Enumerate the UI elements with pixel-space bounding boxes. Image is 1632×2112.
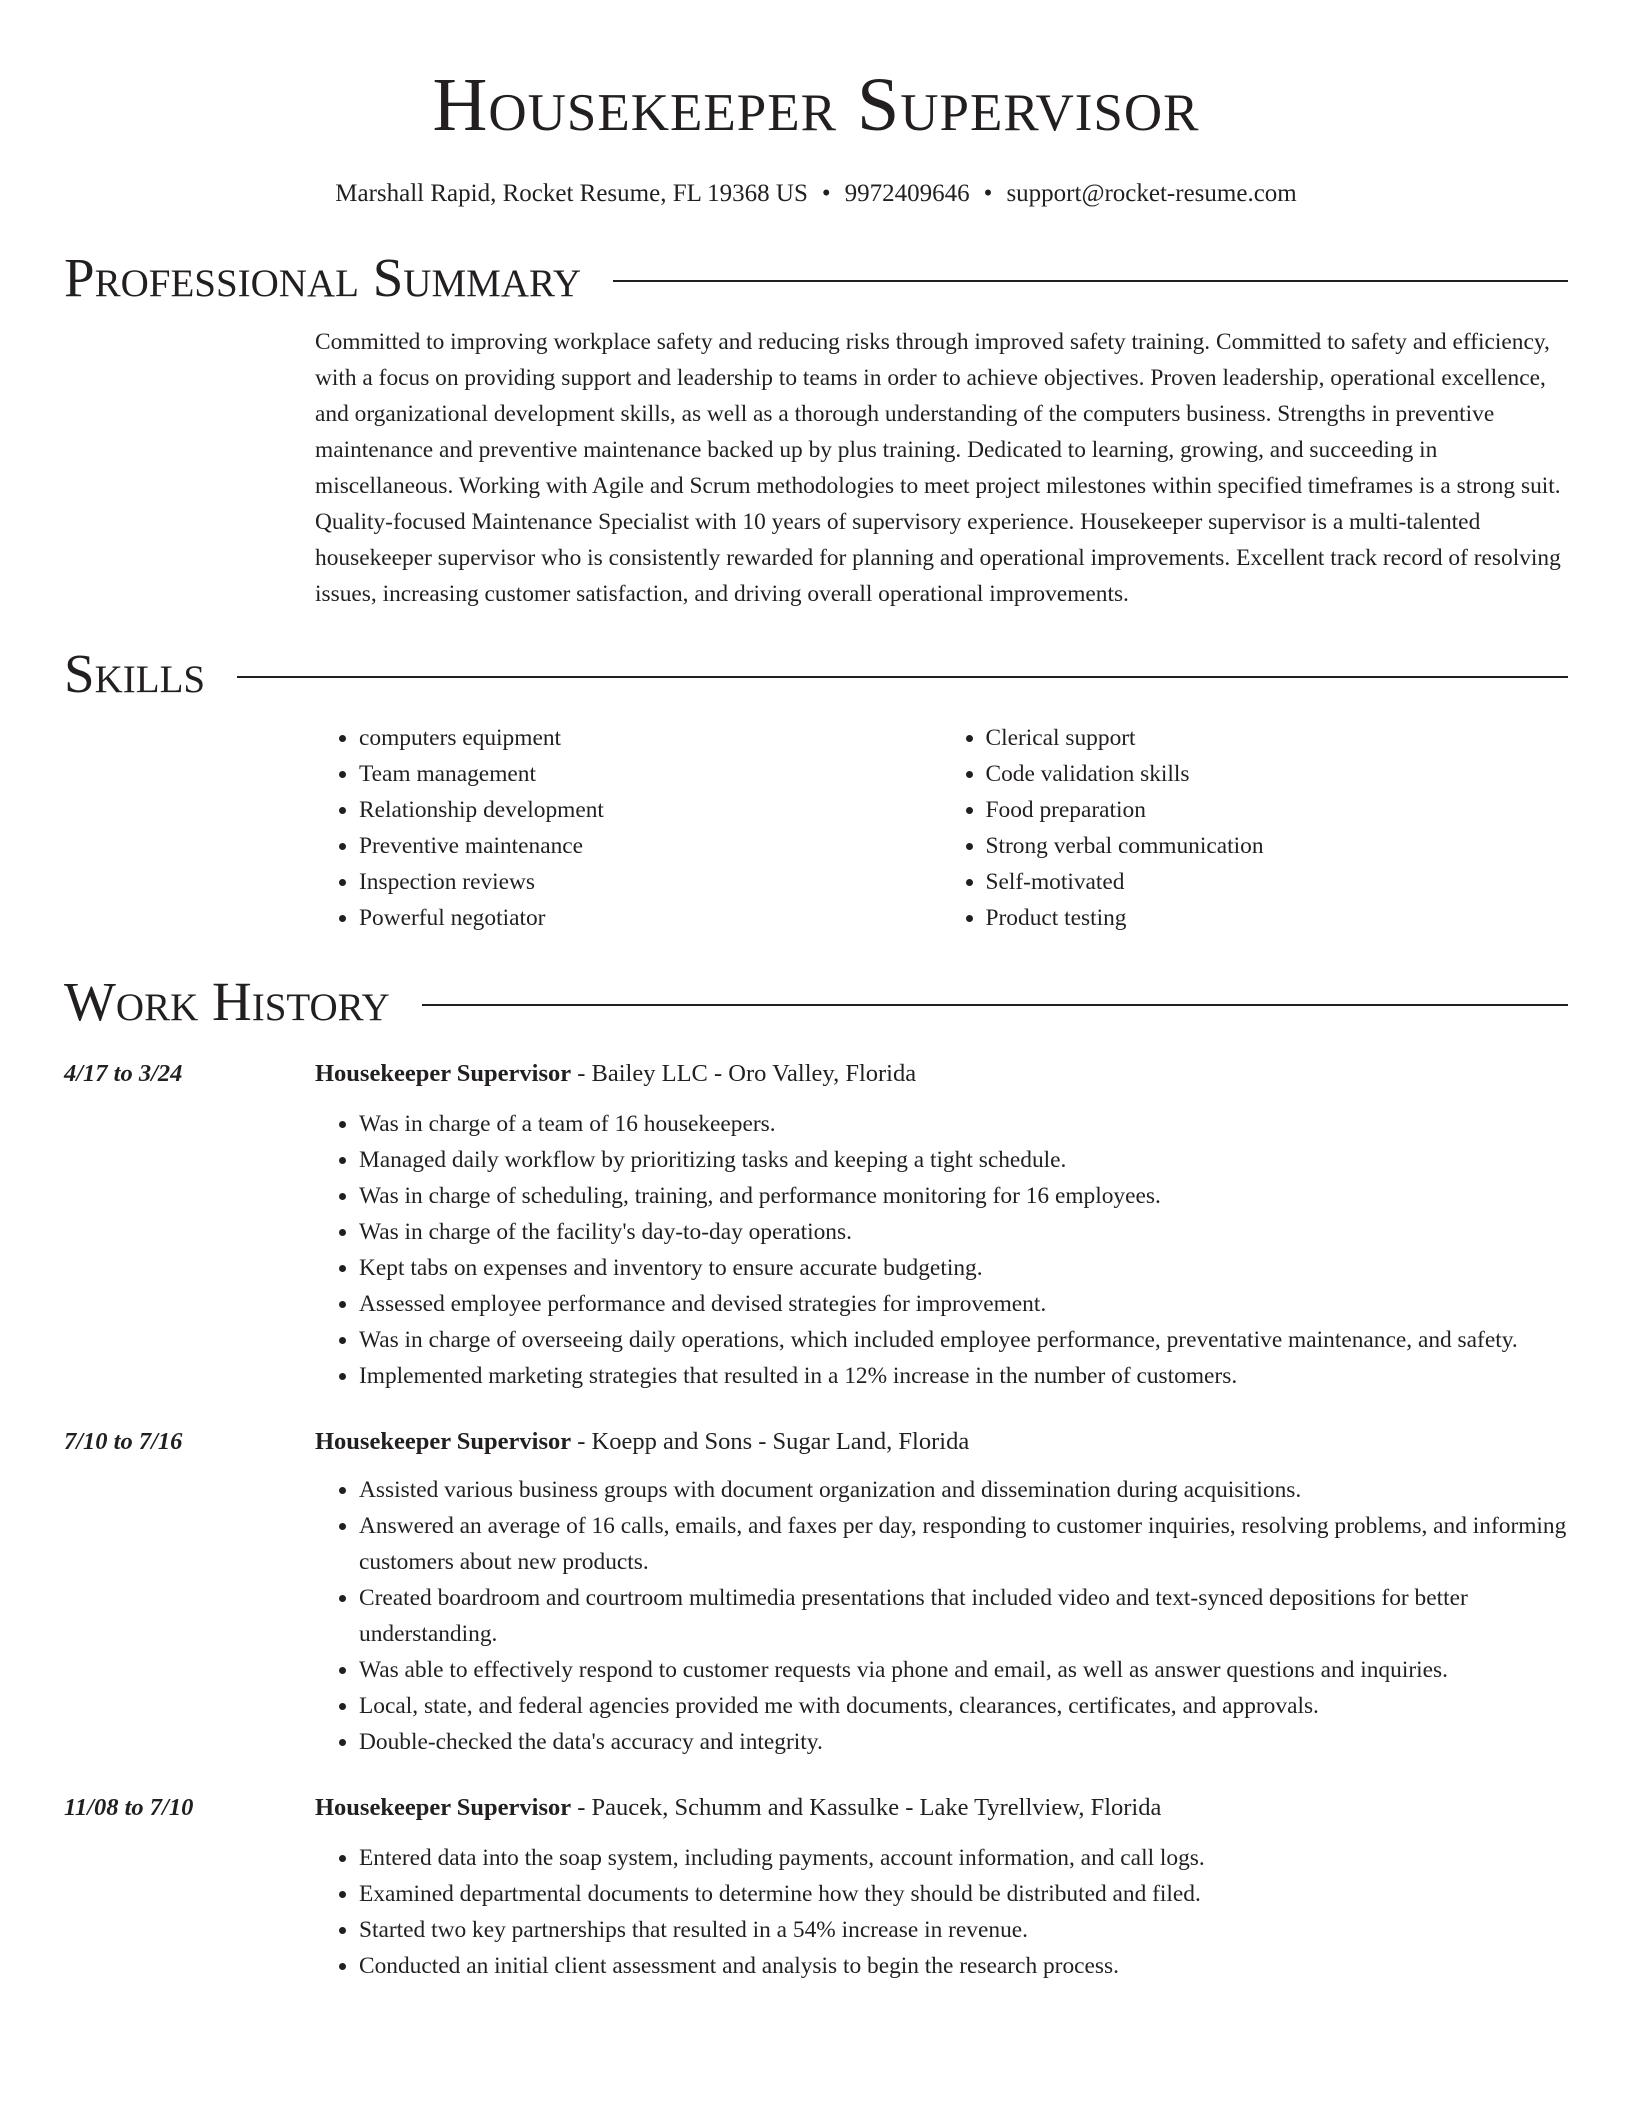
job-bullet: • Assessed employee performance and devised strategies for improvement. [359, 1286, 1568, 1322]
skills-list [315, 720, 1568, 936]
job-employer: - Koepp and Sons - Sugar Land, Florida [571, 1428, 970, 1455]
resume-page [64, 0, 1568, 1984]
contact-separator: • [821, 180, 831, 207]
skill-item: • Product testing [986, 900, 1569, 936]
job-bullet: • Started two key partnerships that resulted in a 54% increase in revenue. [359, 1912, 1568, 1948]
summary-heading: Professional Summary [64, 247, 582, 308]
skills-column-right [942, 720, 1569, 936]
job-heading [315, 1424, 969, 1460]
job-entry [64, 1790, 1568, 1984]
phone: 9972409646 [844, 180, 970, 207]
summary-section-header [64, 246, 1568, 310]
job-title: Housekeeper Supervisor [315, 1428, 572, 1455]
skill-item: • Team management [359, 756, 942, 792]
job-header [64, 1790, 1568, 1826]
job-bullets [315, 1840, 1568, 1984]
skill-item: • Clerical support [986, 720, 1569, 756]
skills-heading: Skills [64, 643, 206, 704]
job-entry [64, 1424, 1568, 1760]
job-employer: - Bailey LLC - Oro Valley, Florida [571, 1060, 917, 1087]
skill-item: • Strong verbal communication [986, 828, 1569, 864]
skill-item: • Inspection reviews [359, 864, 942, 900]
section-divider [613, 280, 1568, 282]
job-bullet: • Created boardroom and courtroom multimedia presentations that included video and text-synced depositions for better understanding. [359, 1580, 1568, 1652]
candidate-name: Housekeeper Supervisor [432, 63, 1200, 147]
job-dates: 4/17 to 3/24 [64, 1060, 183, 1087]
job-bullet: • Managed daily workflow by prioritizing tasks and keeping a tight schedule. [359, 1142, 1568, 1178]
email: support@rocket-resume.com [1006, 180, 1297, 207]
job-bullet: • Double-checked the data's accuracy and integrity. [359, 1724, 1568, 1760]
job-bullet: • Kept tabs on expenses and inventory to ensure accurate budgeting. [359, 1250, 1568, 1286]
job-title: Housekeeper Supervisor [315, 1794, 572, 1821]
skill-item: • Preventive maintenance [359, 828, 942, 864]
job-bullet: • Conducted an initial client assessment and analysis to begin the research process. [359, 1948, 1568, 1984]
skill-item: • Self-motivated [986, 864, 1569, 900]
skill-item: • Relationship development [359, 792, 942, 828]
job-bullet: • Answered an average of 16 calls, emails, and faxes per day, responding to customer inquiries, resolving problems, and informing customers about new products. [359, 1508, 1568, 1580]
section-divider [237, 676, 1568, 678]
job-bullet: • Assisted various business groups with document organization and dissemination during acquisitions. [359, 1472, 1568, 1508]
job-bullets [315, 1472, 1568, 1760]
job-header [64, 1056, 1568, 1092]
job-heading [315, 1790, 1161, 1826]
job-bullet: • Was in charge of overseeing daily operations, which included employee performance, preventative maintenance, and safety. [359, 1322, 1568, 1358]
job-bullet: • Entered data into the soap system, including payments, account information, and call logs. [359, 1840, 1568, 1876]
job-bullet: • Was able to effectively respond to customer requests via phone and email, as well as answer questions and inquiries. [359, 1652, 1568, 1688]
job-dates: 11/08 to 7/10 [64, 1794, 194, 1821]
work-heading: Work History [64, 971, 390, 1032]
job-employer: - Paucek, Schumm and Kassulke - Lake Tyrellview, Florida [571, 1794, 1162, 1821]
skills-column-left [315, 720, 942, 936]
skill-item: • Food preparation [986, 792, 1569, 828]
job-bullet: • Was in charge of the facility's day-to-day operations. [359, 1214, 1568, 1250]
job-header [64, 1424, 1568, 1460]
job-bullet: • Was in charge of scheduling, training, and performance monitoring for 16 employees. [359, 1178, 1568, 1214]
job-heading [315, 1056, 916, 1092]
contact-separator: • [983, 180, 993, 207]
job-title: Housekeeper Supervisor [315, 1060, 572, 1087]
job-bullet: • Examined departmental documents to determine how they should be distributed and filed. [359, 1876, 1568, 1912]
section-divider [422, 1004, 1568, 1006]
job-entry [64, 1056, 1568, 1394]
job-bullets [315, 1106, 1568, 1394]
summary-text: Committed to improving workplace safety and reducing risks through improved safety training. Committed to safety and efficiency, with a focus on providing support and leadership to teams in order to achieve objectives. Proven leadership, operational excellence, and organizational development skills, as well as a thorough understanding of the computers business. Strengths in preventive maintenance and preventive maintenance backed up by plus training. Dedicated to learning, growing, and succeeding in miscellaneous. Working with Agile and Scrum methodologies to meet project milestones within specified timeframes is a strong suit. Quality-focused Maintenance Specialist with 10 years of supervisory experience. Housekeeper supervisor is a multi-talented housekeeper supervisor who is consistently rewarded for planning and operational improvements. Excellent track record of resolving issues, increasing customer satisfaction, and driving overall operational improvements. [315, 329, 1561, 607]
job-bullet: • Implemented marketing strategies that resulted in a 12% increase in the number of customers. [359, 1358, 1568, 1394]
skills-section-header [64, 642, 1568, 706]
contact-line [64, 178, 1568, 210]
job-bullet: • Local, state, and federal agencies provided me with documents, clearances, certificates, and approvals. [359, 1688, 1568, 1724]
job-dates: 7/10 to 7/16 [64, 1428, 183, 1455]
skill-item: • computers equipment [359, 720, 942, 756]
skill-item: • Powerful negotiator [359, 900, 942, 936]
address: Marshall Rapid, Rocket Resume, FL 19368 US [335, 180, 808, 207]
work-section-header [64, 970, 1568, 1034]
job-bullet: • Was in charge of a team of 16 housekeepers. [359, 1106, 1568, 1142]
skill-item: • Code validation skills [986, 756, 1569, 792]
